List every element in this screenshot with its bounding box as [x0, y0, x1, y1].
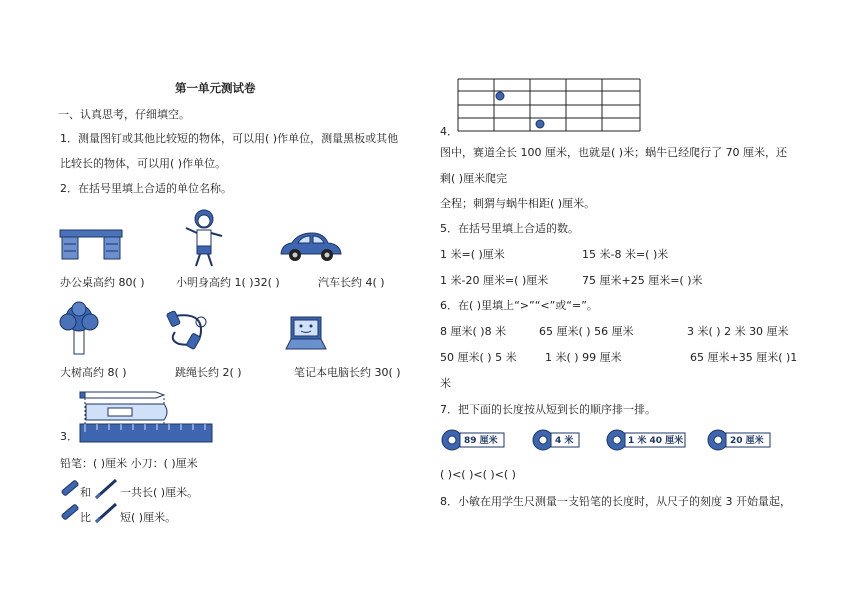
tape-label-1: 89 厘米 [464, 436, 498, 446]
q6-row2-tail: 米 [440, 377, 451, 390]
question-5: 5．在括号里填上合适的数。 [440, 222, 579, 235]
question-4-number: 4． [440, 125, 458, 138]
tree-height-item: 大树高约 8( ) [60, 366, 127, 379]
question-3-number: 3． [60, 430, 78, 443]
pencil-icon-2 [94, 502, 118, 524]
question-3-than: 比 [80, 511, 91, 524]
q6-row2-c: 65 厘米+35 厘米( )1 [690, 351, 798, 364]
rope-length-item: 跳绳长约 2( ) [175, 366, 242, 379]
question-3-sum: 一共长( )厘米。 [120, 486, 199, 499]
page-title: 第一单元测试卷 [175, 81, 256, 95]
q6-row1-c: 3 米( ) 2 米 30 厘米 [687, 325, 789, 338]
question-3-and: 和 [80, 486, 91, 499]
tape-label-4: 20 厘米 [730, 436, 764, 446]
tape-label-3: 1 米 40 厘米 [628, 436, 684, 446]
tape-label-2: 4 米 [555, 436, 574, 446]
q5-row1-b: 15 米-8 米=( )米 [582, 248, 669, 261]
question-3-difference: 短( )厘米。 [120, 511, 177, 524]
car-length-item: 汽车长约 4( ) [318, 276, 385, 289]
question-7: 7．把下面的长度按从短到长的顺序排一排。 [440, 403, 656, 416]
tape-measure-2 [531, 428, 581, 452]
car-picture [278, 230, 344, 264]
question-4-line-3: 全程；刺猬与蜗牛相距( )厘米。 [440, 197, 596, 210]
question-7-answer: ( )<( )<( )<( ) [440, 468, 516, 481]
q6-row2-b: 1 米( ) 99 厘米 [545, 351, 622, 364]
laptop-picture [284, 315, 328, 353]
knife-icon-2 [60, 502, 80, 522]
pencil-knife-ruler-picture [78, 388, 214, 444]
q5-row2-a: 1 米-20 厘米=( )厘米 [440, 274, 549, 287]
q6-row1-b: 65 厘米( ) 56 厘米 [539, 325, 634, 338]
question-3-line-1: 铅笔：( )厘米 小刀：( )厘米 [60, 457, 198, 470]
pencil-icon [94, 478, 118, 500]
laptop-length-item: 笔记本电脑长约 30( ) [294, 366, 401, 379]
tape-measure-1 [440, 428, 506, 452]
jump-rope-picture [165, 308, 211, 352]
boy-height-item: 小明身高约 1( )32( ) [176, 276, 280, 289]
desk-picture [58, 228, 124, 262]
tape-measure-3 [605, 428, 687, 452]
tree-picture [58, 300, 100, 356]
race-track-picture [456, 75, 642, 133]
question-8: 8．小敏在用学生尺测量一支铅笔的长度时，从尺子的刻度 3 开始量起， [440, 495, 791, 508]
question-4-line-1: 图中，赛道全长 100 厘米，也就是( )米；蜗牛已经爬行了 70 厘米，还 [440, 146, 788, 159]
tape-measure-4 [706, 428, 772, 452]
q6-row1-a: 8 厘米( )8 米 [440, 325, 507, 338]
knife-icon [60, 478, 80, 498]
section-heading: 一、认真思考，仔细填空。 [58, 108, 190, 121]
question-4-line-2: 剩( )厘米爬完 [440, 172, 508, 185]
boy-picture [180, 208, 226, 268]
question-1-line-1: 1．测量图钉或其他比较短的物体，可以用( )作单位，测量黑板或其他 [60, 132, 399, 145]
question-2: 2．在括号里填上合适的单位名称。 [60, 182, 232, 195]
q6-row2-a: 50 厘米( ) 5 米 [440, 351, 517, 364]
question-6: 6．在( )里填上“>”“<”或“=”。 [440, 299, 598, 312]
question-1-line-2: 比较长的物体，可以用( )作单位。 [60, 157, 227, 170]
q5-row2-b: 75 厘米+25 厘米=( )米 [582, 274, 703, 287]
q5-row1-a: 1 米=( )厘米 [440, 248, 505, 261]
desk-height-item: 办公桌高约 80( ) [60, 276, 145, 289]
